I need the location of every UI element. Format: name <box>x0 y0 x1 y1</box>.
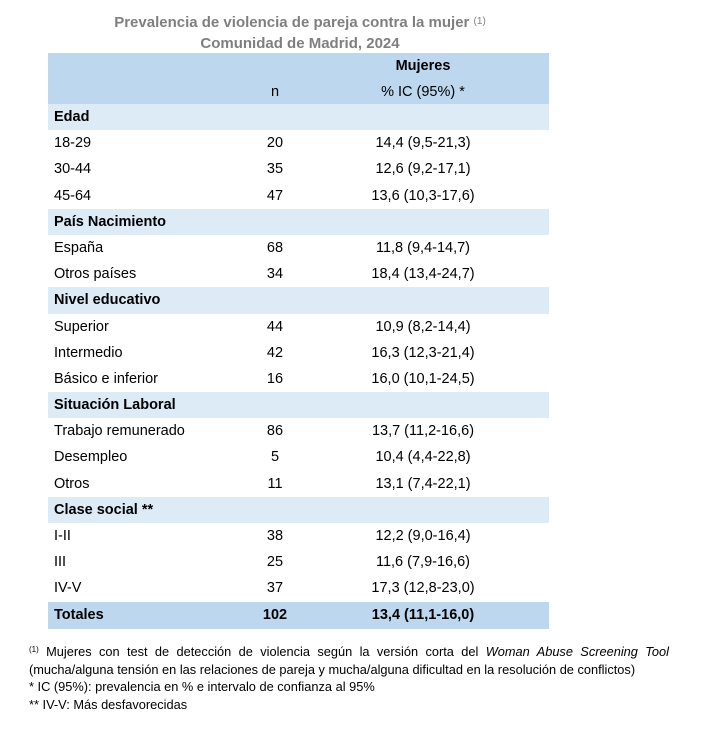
table-row <box>48 183 549 209</box>
column-header-n: n <box>270 84 280 100</box>
row-n: 44 <box>266 318 284 335</box>
row-n: 42 <box>266 344 284 361</box>
footnote-3: ** IV-V: Más desfavorecidas <box>29 696 188 712</box>
table-row <box>48 235 549 261</box>
row-n: 5 <box>270 449 280 466</box>
row-n: 16 <box>266 370 284 387</box>
section-label: País Nacimiento <box>54 213 167 230</box>
row-n: 20 <box>266 135 284 152</box>
row-pct: 11,8 (9,4-14,7) <box>375 239 471 256</box>
row-pct: 14,4 (9,5-21,3) <box>375 135 471 152</box>
row-label: Superior <box>54 318 109 335</box>
totals-n: 102 <box>262 606 288 623</box>
row-pct: 13,6 (10,3-17,6) <box>371 187 475 204</box>
footnote-1-tool-name: Woman Abuse Screening Tool <box>485 644 669 659</box>
table-row <box>48 444 549 470</box>
section-header-row <box>48 104 549 130</box>
table-row <box>48 575 549 601</box>
footnote-1-text-a: Mujeres con test de detección de violencia según la versión corta del <box>38 644 486 659</box>
row-pct: 11,6 (7,9-16,6) <box>375 554 471 571</box>
section-header-row <box>48 392 549 418</box>
footnote-1 <box>29 643 669 678</box>
footnote-1-ref: (1) <box>29 645 39 654</box>
report-title-footnote-ref: (1) <box>473 16 486 27</box>
section-label: Edad <box>54 109 90 125</box>
row-n: 34 <box>266 266 284 283</box>
row-label: III <box>54 554 67 571</box>
table-row <box>48 471 549 497</box>
report-title <box>0 12 600 33</box>
row-label: I-II <box>54 528 71 544</box>
table-row <box>48 314 549 340</box>
row-label: Intermedio <box>54 344 123 361</box>
row-pct: 16,3 (12,3-21,4) <box>371 344 475 361</box>
row-pct: 17,3 (12,8-23,0) <box>371 580 475 597</box>
row-label: 30-44 <box>54 161 92 178</box>
report-title-text: Prevalencia de violencia de pareja contra la mujer <box>114 14 470 31</box>
table-body <box>48 104 549 602</box>
row-pct: 12,2 (9,0-16,4) <box>375 528 471 544</box>
row-pct: 18,4 (13,4-24,7) <box>371 266 475 283</box>
row-n: 35 <box>266 161 284 178</box>
row-pct: 12,6 (9,2-17,1) <box>375 161 471 178</box>
row-label: Desempleo <box>54 449 128 466</box>
row-pct: 16,0 (10,1-24,5) <box>371 370 475 387</box>
footnote-2: * IC (95%): prevalencia en % e intervalo de confianza al 95% <box>29 679 375 694</box>
footnote-1-text-b: (mucha/alguna tensión en las relaciones de pareja y mucha/alguna dificultad en la resolución de conflictos) <box>29 661 636 677</box>
table-row <box>48 366 549 392</box>
row-label: 45-64 <box>54 187 92 204</box>
row-pct: 13,7 (11,2-16,6) <box>371 423 475 440</box>
row-label: Otros países <box>54 266 137 283</box>
row-pct: 10,9 (8,2-14,4) <box>375 318 471 335</box>
section-header-row <box>48 209 549 235</box>
section-label: Clase social ** <box>54 501 154 518</box>
table-header-row-2 <box>48 80 549 104</box>
table-row <box>48 261 549 287</box>
row-n: 25 <box>266 554 284 571</box>
row-label: Trabajo remunerado <box>54 423 185 440</box>
table-row <box>48 340 549 366</box>
row-n: 47 <box>266 187 284 204</box>
table-row <box>48 523 549 549</box>
table-row <box>48 130 549 156</box>
table-row <box>48 549 549 575</box>
table-row <box>48 156 549 182</box>
row-label: IV-V <box>54 580 82 597</box>
totals-label: Totales <box>54 606 104 623</box>
section-label: Nivel educativo <box>54 292 161 309</box>
section-header-row <box>48 287 549 313</box>
row-pct: 10,4 (4,4-22,8) <box>375 449 471 466</box>
row-n: 86 <box>266 423 284 440</box>
prevalence-table <box>48 53 549 629</box>
report-subtitle: Comunidad de Madrid, 2024 <box>200 35 400 52</box>
row-n: 11 <box>267 475 283 492</box>
table-header-row-1 <box>48 53 549 80</box>
row-label: Otros <box>54 475 90 492</box>
section-label: Situación Laboral <box>54 397 176 414</box>
column-header-pct: % IC (95%) * <box>381 84 465 100</box>
row-n: 38 <box>266 528 284 544</box>
footnotes <box>29 643 669 713</box>
totals-pct: 13,4 (11,1-16,0) <box>371 606 475 623</box>
row-n: 68 <box>266 239 284 256</box>
row-label: 18-29 <box>54 135 92 152</box>
totals-row <box>48 602 549 629</box>
column-group-header: Mujeres <box>395 58 451 74</box>
row-label: Básico e inferior <box>54 370 158 387</box>
row-pct: 13,1 (7,4-22,1) <box>375 475 471 492</box>
table-row <box>48 418 549 444</box>
row-label: España <box>54 239 104 256</box>
row-n: 37 <box>266 580 284 597</box>
section-header-row <box>48 497 549 523</box>
